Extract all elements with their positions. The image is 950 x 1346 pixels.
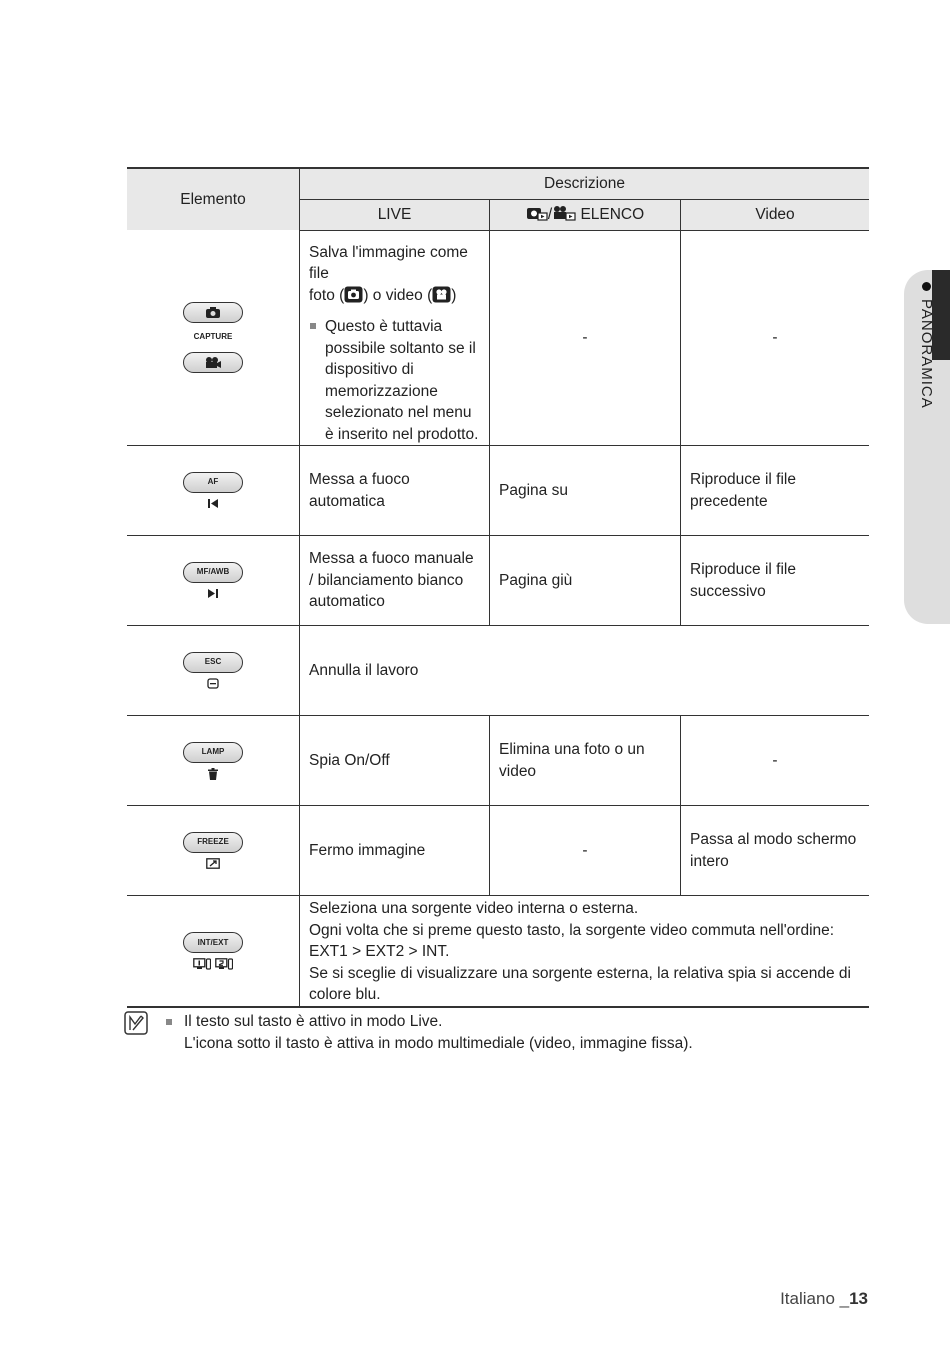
- capture-description: Salva l'immagine come file: [309, 243, 468, 282]
- table-row: [127, 536, 869, 626]
- table-row: [127, 230, 869, 446]
- video-cell: -: [681, 230, 870, 446]
- live-cell: [300, 230, 490, 446]
- live-cell: [300, 896, 870, 1007]
- af-button: AF: [183, 472, 243, 493]
- element-cell: [127, 716, 300, 806]
- element-cell: [127, 536, 300, 626]
- capture-description-line2: [309, 285, 480, 307]
- note-item: [309, 316, 480, 445]
- list-header-label: ELENCO: [580, 205, 645, 223]
- list-separator: /: [547, 205, 553, 223]
- int-ext-description: Ogni volta che si preme questo tasto, la sorgente video commuta nell'ordine: EXT1 > EXT2 > INT.: [309, 921, 835, 960]
- capture-label: CAPTURE: [193, 332, 233, 342]
- note-icon: [124, 1011, 148, 1035]
- text-fragment: foto (: [309, 286, 345, 304]
- video-camera-icon: [205, 357, 221, 368]
- int-ext-button: INT/EXT: [183, 932, 243, 953]
- list-cell: -: [490, 806, 681, 896]
- capture-photo-button: [183, 302, 243, 323]
- list-cell: Pagina su: [490, 446, 681, 536]
- live-cell: Messa a fuoco automatica: [300, 446, 490, 536]
- element-cell: [127, 230, 300, 446]
- int-ext-description: Seleziona una sorgente video interna o esterna.: [309, 900, 639, 917]
- video-icon: [432, 286, 451, 303]
- cancel-icon: [207, 678, 219, 689]
- table-row: [127, 446, 869, 536]
- table-row: [127, 716, 869, 806]
- photo-icon: [344, 286, 363, 303]
- square-bullet-icon: [310, 323, 316, 329]
- element-cell: [127, 896, 300, 1007]
- source-1-icon: [193, 958, 211, 970]
- footnote-line: L'icona sotto il tasto è attiva in modo multimediale (video, immagine fissa).: [184, 1034, 693, 1052]
- note-list: [309, 316, 480, 445]
- capture-video-button: [183, 352, 243, 373]
- list-cell: Elimina una foto o un video: [490, 716, 681, 806]
- trash-icon: [208, 768, 218, 780]
- freeze-button: FREEZE: [183, 832, 243, 853]
- bullet-icon: [922, 282, 931, 291]
- footnote-text: [184, 1011, 693, 1054]
- col-header-video: Video: [681, 199, 870, 230]
- page-number: [780, 1289, 868, 1309]
- video-cell: Passa al modo schermo intero: [681, 806, 870, 896]
- video-list-icon: [552, 205, 576, 221]
- note-text: Questo è tuttavia possibile soltanto se il dispositivo di memorizzazione selezionato nel menu è inserito nel prodotto.: [325, 318, 479, 443]
- footnote-line: Il testo sul tasto è attivo in modo Live.: [184, 1013, 443, 1030]
- live-cell: Spia On/Off: [300, 716, 490, 806]
- source-2-icon: [215, 958, 233, 970]
- mf-awb-button: MF/AWB: [183, 562, 243, 583]
- lamp-button: LAMP: [183, 742, 243, 763]
- live-cell: Messa a fuoco manuale / bilanciamento bianco automatico: [300, 536, 490, 626]
- video-cell: Riproduce il file successivo: [681, 536, 870, 626]
- element-cell: [127, 806, 300, 896]
- table-row: [127, 806, 869, 896]
- live-cell: Annulla il lavoro: [300, 626, 870, 716]
- text-fragment: ): [451, 286, 457, 304]
- list-cell: -: [490, 230, 681, 446]
- buttons-table: [127, 167, 869, 1008]
- text-fragment: ) o video (: [363, 286, 433, 304]
- col-header-element: Elemento: [127, 168, 300, 230]
- int-ext-description: Se si sceglie di visualizzare una sorgente esterna, la relativa spia si accende di colore blu.: [309, 964, 851, 1003]
- previous-icon: [207, 499, 219, 508]
- page-language: Italiano _: [780, 1289, 850, 1308]
- table-row: [127, 626, 869, 716]
- element-cell: [127, 446, 300, 536]
- fullscreen-icon: [206, 858, 220, 869]
- col-header-list: [490, 199, 681, 230]
- list-cell: Pagina giù: [490, 536, 681, 626]
- element-cell: [127, 626, 300, 716]
- section-title: PANORAMICA: [918, 299, 935, 409]
- video-cell: Riproduce il file precedente: [681, 446, 870, 536]
- page-number-value: 13: [849, 1289, 868, 1308]
- col-header-description: Descrizione: [300, 168, 870, 199]
- next-icon: [207, 589, 219, 598]
- section-tab-label: [918, 282, 935, 409]
- col-header-live: LIVE: [300, 199, 490, 230]
- table-row: [127, 896, 869, 1007]
- video-cell: -: [681, 716, 870, 806]
- photo-list-icon: [526, 205, 548, 221]
- camera-icon: [206, 307, 220, 318]
- esc-button: ESC: [183, 652, 243, 673]
- live-cell: Fermo immagine: [300, 806, 490, 896]
- square-bullet-icon: [166, 1019, 172, 1025]
